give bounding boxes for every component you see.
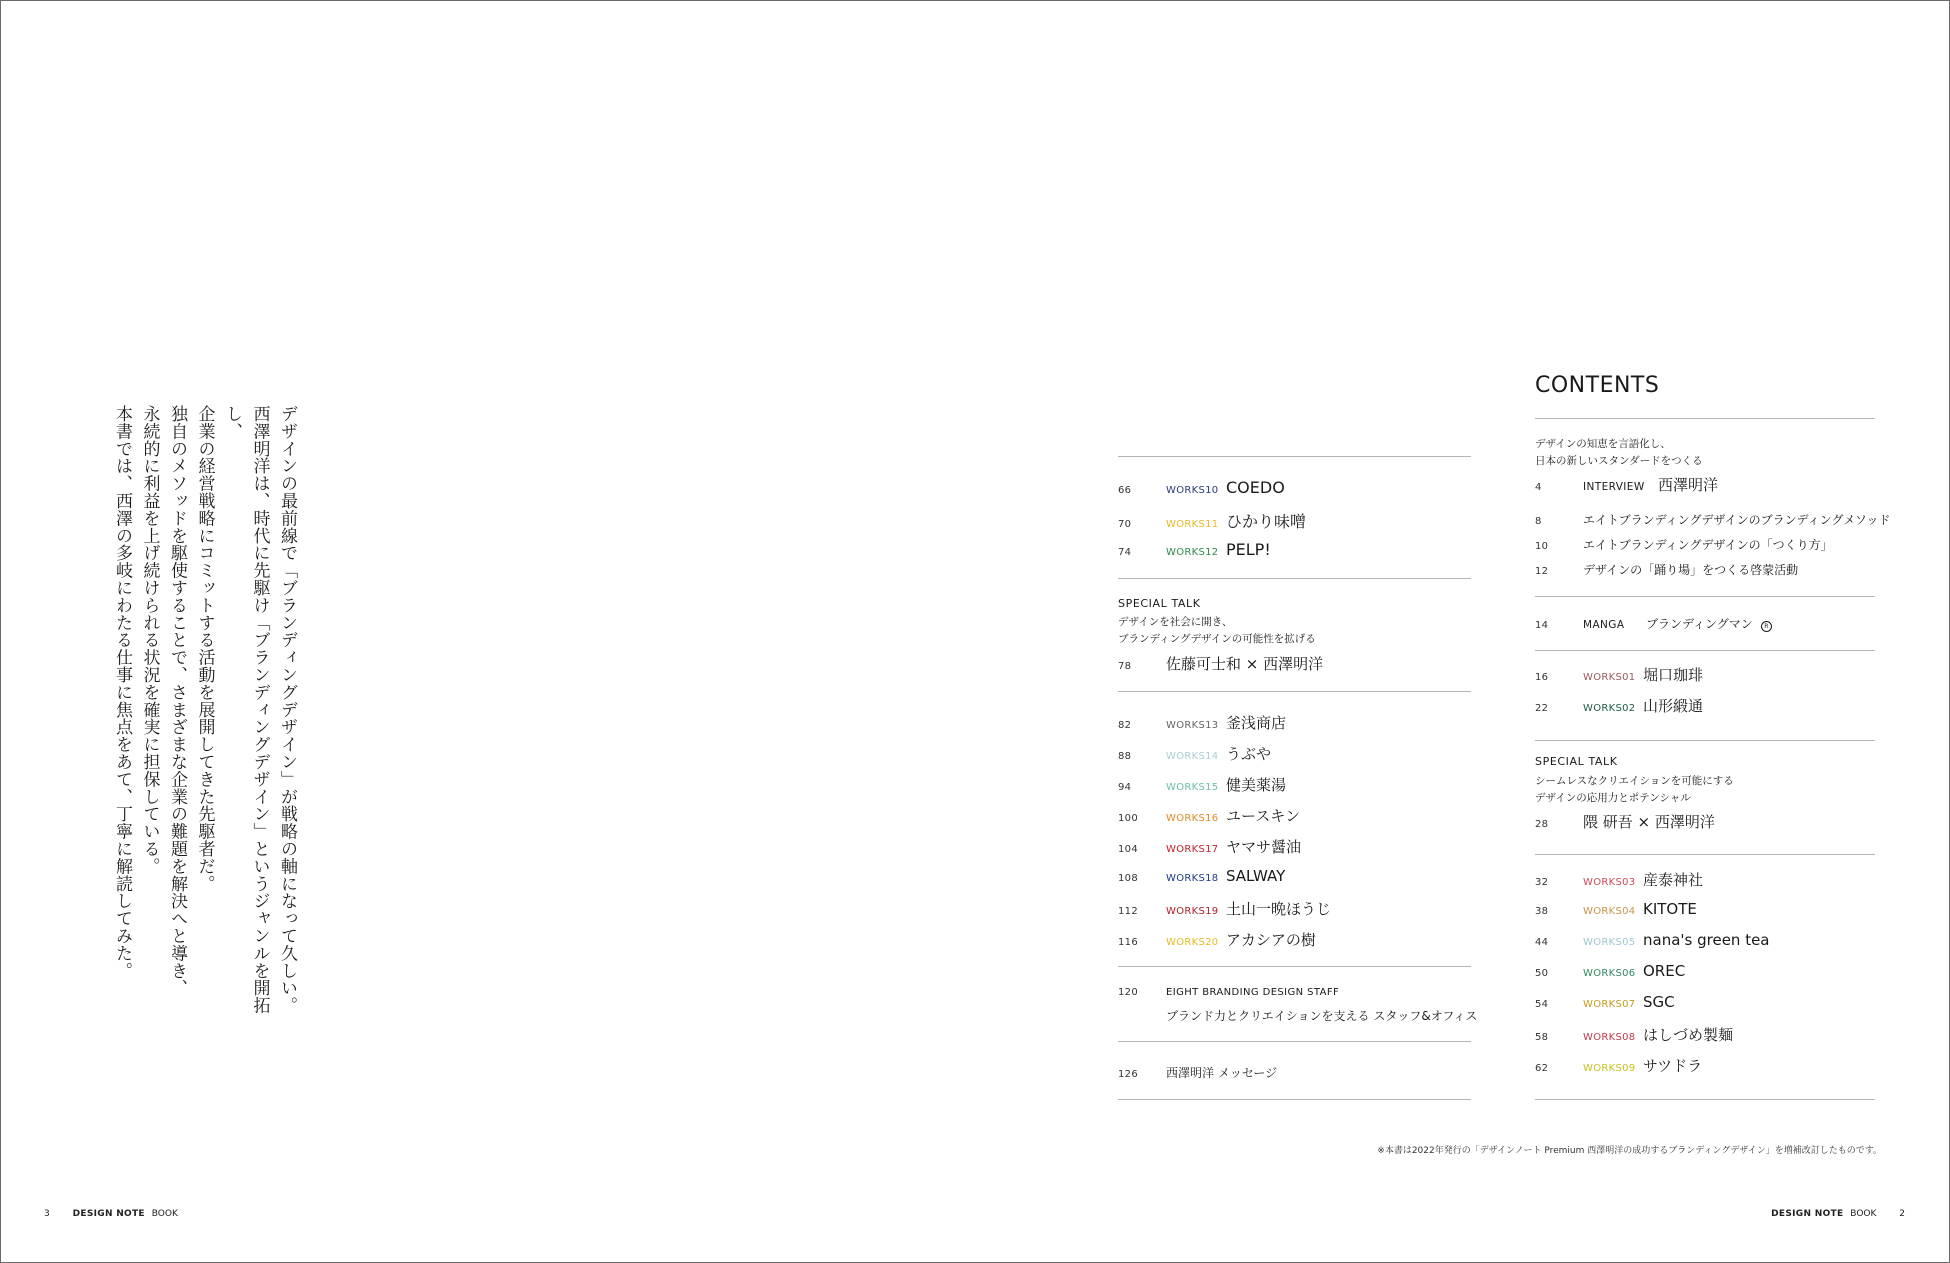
- page-number: 58: [1535, 1032, 1549, 1043]
- page-number: 120: [1118, 987, 1138, 998]
- works-label: WORKS05: [1583, 937, 1636, 948]
- toc-entry-works[interactable]: [1535, 993, 1675, 1011]
- entry-title: サツドラ: [1643, 1057, 1703, 1075]
- category-label: MANGA: [1583, 619, 1625, 631]
- page-number: 126: [1118, 1069, 1138, 1080]
- page-number: 88: [1118, 751, 1132, 762]
- works-label: WORKS01: [1583, 672, 1636, 683]
- toc-entry-works[interactable]: [1118, 478, 1285, 497]
- entry-title: ユースキン: [1226, 807, 1301, 825]
- page-number: 78: [1118, 661, 1132, 672]
- special-talk-subtitle: [1535, 773, 1734, 807]
- divider: [1118, 1099, 1471, 1100]
- entry-title: うぶや: [1226, 745, 1272, 763]
- registered-mark-icon: R: [1761, 621, 1772, 632]
- works-label: WORKS07: [1583, 999, 1636, 1010]
- intro-line: 永続的に利益を上げ続けられる状況を確実に担保している。: [139, 405, 160, 875]
- page-number: 100: [1118, 813, 1138, 824]
- page-number: 38: [1535, 906, 1549, 917]
- divider: [1535, 596, 1875, 597]
- toc-entry[interactable]: [1535, 511, 1890, 528]
- category-label: INTERVIEW: [1583, 481, 1645, 493]
- special-talk-subtitle: [1118, 614, 1316, 648]
- entry-title: PELP!: [1226, 540, 1271, 559]
- footer-right: [1771, 1209, 1905, 1219]
- page-number: 10: [1535, 541, 1549, 552]
- page-number: 62: [1535, 1063, 1549, 1074]
- subtitle-line: デザインの応用力とポテンシャル: [1535, 792, 1691, 804]
- page-number: 112: [1118, 906, 1138, 917]
- book-label: BOOK: [151, 1209, 178, 1219]
- subtitle-line: シームレスなクリエイションを可能にする: [1535, 775, 1734, 787]
- entry-title: 隈 研吾 × 西澤明洋: [1583, 813, 1715, 831]
- works-label: WORKS10: [1166, 485, 1219, 496]
- divider: [1535, 1099, 1875, 1100]
- toc-entry-staff-title[interactable]: [1166, 1007, 1477, 1024]
- divider: [1118, 578, 1471, 579]
- toc-entry-manga[interactable]: [1535, 615, 1772, 632]
- subtitle-line: 日本の新しいスタンダードをつくる: [1535, 455, 1703, 467]
- divider: [1535, 740, 1875, 741]
- toc-entry[interactable]: [1535, 536, 1833, 553]
- works-label: WORKS08: [1583, 1032, 1636, 1043]
- page-number: 4: [1535, 482, 1542, 493]
- toc-entry-works[interactable]: [1535, 1024, 1733, 1045]
- subtitle-line: ブランディングデザインの可能性を拡げる: [1118, 633, 1316, 645]
- works-label: WORKS04: [1583, 906, 1636, 917]
- page-number: 94: [1118, 782, 1132, 793]
- entry-title: OREC: [1643, 962, 1686, 980]
- page-number: 32: [1535, 877, 1549, 888]
- special-talk-label: SPECIAL TALK: [1535, 755, 1618, 768]
- footer-left: [44, 1209, 178, 1219]
- entry-title: ひかり味噌: [1226, 512, 1307, 531]
- page-number: 66: [1118, 485, 1132, 496]
- entry-title: デザインの「踊り場」をつくる啓蒙活動: [1583, 563, 1799, 577]
- page-number: 14: [1535, 620, 1549, 631]
- subtitle-line: デザインを社会に開き、: [1118, 616, 1233, 628]
- works-label: WORKS13: [1166, 720, 1219, 731]
- entry-title: 産泰神社: [1643, 871, 1704, 889]
- toc-entry-works[interactable]: [1535, 931, 1770, 949]
- entry-title: はしづめ製麺: [1643, 1026, 1734, 1044]
- divider: [1118, 691, 1471, 692]
- works-label: WORKS11: [1166, 519, 1219, 530]
- toc-entry-message[interactable]: [1118, 1064, 1277, 1081]
- toc-entry-works[interactable]: [1118, 898, 1331, 919]
- contents-title: CONTENTS: [1535, 373, 1660, 398]
- entry-title: SALWAY: [1226, 867, 1286, 885]
- entry-title: 釜浅商店: [1226, 714, 1287, 732]
- entry-title: ヤマサ醤油: [1226, 838, 1302, 856]
- page-number: 70: [1118, 519, 1132, 530]
- entry-title: 西澤明洋 メッセージ: [1166, 1066, 1278, 1080]
- divider: [1535, 650, 1875, 651]
- entry-title: ブランド力とクリエイションを支える スタッフ&オフィス: [1166, 1009, 1478, 1023]
- page-number: 22: [1535, 703, 1549, 714]
- toc-entry-works[interactable]: [1118, 836, 1301, 857]
- page-number: 8: [1535, 516, 1542, 527]
- entry-title: nana's green tea: [1643, 931, 1770, 949]
- toc-entry-special-talk[interactable]: [1118, 653, 1323, 674]
- works-label: WORKS09: [1583, 1063, 1636, 1074]
- toc-entry-works[interactable]: [1118, 867, 1285, 885]
- divider: [1535, 418, 1875, 419]
- entry-title: COEDO: [1226, 478, 1285, 497]
- category-label: EIGHT BRANDING DESIGN STAFF: [1166, 987, 1340, 998]
- special-talk-label: SPECIAL TALK: [1118, 597, 1201, 610]
- toc-entry-works[interactable]: [1118, 509, 1306, 532]
- toc-entry-interview[interactable]: [1535, 474, 1718, 495]
- toc-entry-works[interactable]: [1535, 869, 1703, 890]
- toc-entry-special-talk[interactable]: [1535, 811, 1715, 832]
- book-label: BOOK: [1850, 1209, 1877, 1219]
- entry-title: KITOTE: [1643, 900, 1697, 918]
- page-number: 2: [1899, 1209, 1905, 1219]
- page-number: 28: [1535, 819, 1549, 830]
- intro-line: 企業の経営戦略にコミットする活動を展開してきた先駆者だ。: [194, 405, 215, 893]
- toc-entry-works[interactable]: [1118, 540, 1271, 559]
- toc-entry-staff[interactable]: [1118, 987, 1339, 998]
- page-number: 50: [1535, 968, 1549, 979]
- intro-line: 本書では、西澤の多岐にわたる仕事に焦点をあて、丁寧に解読してみた。: [112, 405, 132, 980]
- edition-note: ※本書は2022年発行の「デザインノート Premium 西澤明洋の成功するブランディングデザイン」を増補改訂したものです。: [1377, 1146, 1882, 1156]
- page-number: 16: [1535, 672, 1549, 683]
- entry-title: 山形緞通: [1643, 697, 1704, 715]
- toc-entry-works[interactable]: [1118, 774, 1286, 795]
- works-label: WORKS03: [1583, 877, 1636, 888]
- toc-entry-works[interactable]: [1535, 1055, 1702, 1076]
- toc-entry[interactable]: [1535, 561, 1798, 578]
- entry-title: 西澤明洋: [1658, 476, 1719, 494]
- page-number: 82: [1118, 720, 1132, 731]
- toc-entry-works[interactable]: [1535, 962, 1685, 980]
- entry-title: SGC: [1643, 993, 1675, 1011]
- toc-entry-works[interactable]: [1535, 695, 1703, 716]
- entry-title: エイトブランディングデザインのブランディングメソッド: [1583, 513, 1891, 527]
- works-label: WORKS18: [1166, 873, 1219, 884]
- entry-title: 健美薬湯: [1226, 776, 1287, 794]
- toc-entry-works[interactable]: [1118, 743, 1271, 764]
- works-label: WORKS02: [1583, 703, 1636, 714]
- page-number: 3: [44, 1209, 50, 1219]
- contents-intro-subtitle: [1535, 436, 1703, 470]
- subtitle-line: デザインの知恵を言語化し、: [1535, 438, 1671, 450]
- intro-line: 独自のメソッドを駆使することで、さまざまな企業の難題を解決へと導き、: [167, 405, 187, 997]
- intro-text: [108, 405, 301, 1045]
- works-label: WORKS15: [1166, 782, 1219, 793]
- page-number: 116: [1118, 937, 1138, 948]
- page-number: 74: [1118, 547, 1132, 558]
- works-label: WORKS14: [1166, 751, 1219, 762]
- page-number: 104: [1118, 844, 1138, 855]
- entry-title: 土山一晩ほうじ: [1226, 900, 1332, 918]
- entry-title: エイトブランディングデザインの「つくり方」: [1583, 538, 1833, 552]
- works-label: WORKS19: [1166, 906, 1219, 917]
- works-label: WORKS06: [1583, 968, 1636, 979]
- entry-title: 佐藤可士和 × 西澤明洋: [1166, 655, 1324, 673]
- page-number: 54: [1535, 999, 1549, 1010]
- page-number: 108: [1118, 873, 1138, 884]
- divider: [1118, 966, 1471, 967]
- toc-entry-works[interactable]: [1535, 900, 1697, 918]
- brand-name: DESIGN NOTE: [1771, 1209, 1844, 1219]
- intro-line: 西澤明洋は、時代に先駆け「ブランディングデザイン」というジャンルを開拓し、: [222, 405, 270, 1014]
- page-number: 12: [1535, 566, 1549, 577]
- toc-entry-works[interactable]: [1118, 805, 1300, 826]
- toc-entry-works[interactable]: [1118, 929, 1316, 950]
- works-label: WORKS20: [1166, 937, 1219, 948]
- entry-title: ブランディングマン: [1646, 617, 1753, 631]
- intro-line: デザインの最前線で「ブランディングデザイン」が戦略の軸になって久しい。: [277, 405, 297, 1014]
- entry-title: アカシアの樹: [1226, 931, 1316, 949]
- entry-title: 堀口珈琲: [1643, 666, 1704, 684]
- brand-name: DESIGN NOTE: [72, 1209, 145, 1219]
- works-label: WORKS17: [1166, 844, 1219, 855]
- page-number: 44: [1535, 937, 1549, 948]
- divider: [1118, 1041, 1471, 1042]
- toc-entry-works[interactable]: [1118, 712, 1286, 733]
- toc-entry-works[interactable]: [1535, 664, 1703, 685]
- divider: [1118, 456, 1471, 457]
- works-label: WORKS12: [1166, 547, 1219, 558]
- works-label: WORKS16: [1166, 813, 1219, 824]
- divider: [1535, 854, 1875, 855]
